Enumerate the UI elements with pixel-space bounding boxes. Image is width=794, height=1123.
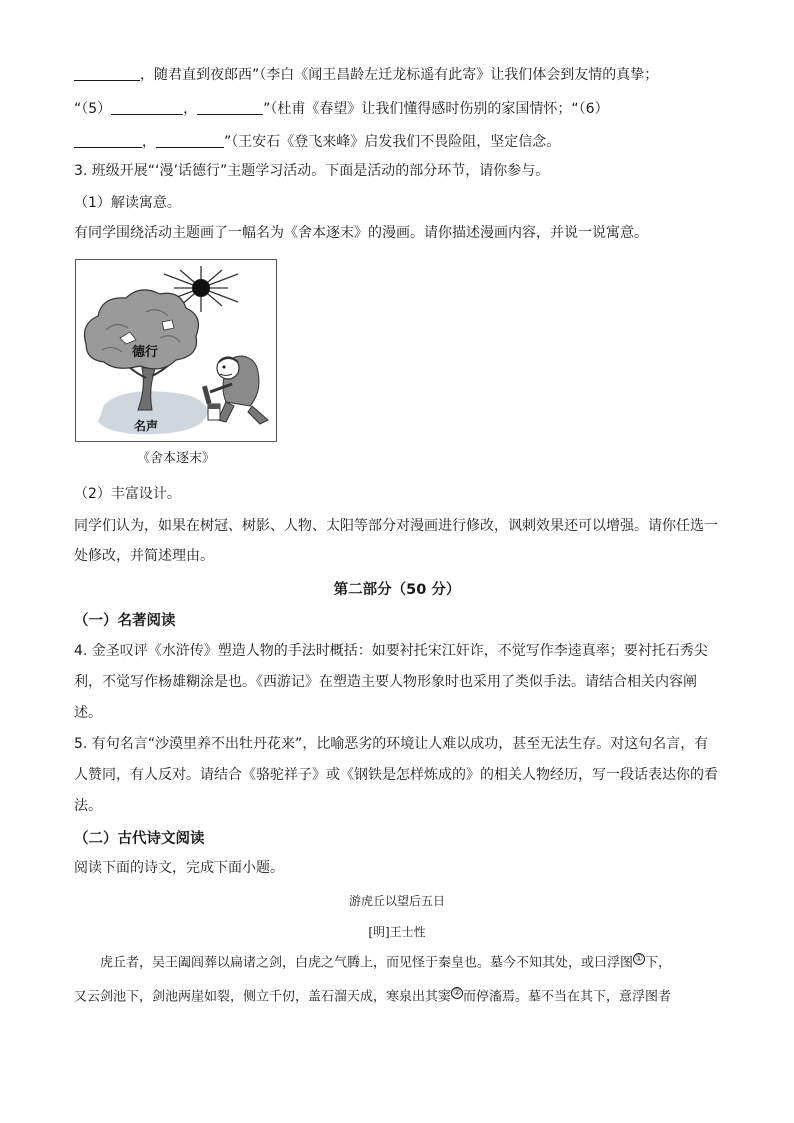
fill-in-line-1 xyxy=(74,64,658,85)
fill-in-text: ，随君直到夜郎西”（李白《闻王昌龄左迁龙标遥有此寄》让我们体会到友情的真挚； xyxy=(140,67,659,83)
reading-instruction: 阅读下面的诗文，完成下面小题。 xyxy=(74,860,284,876)
person-figure xyxy=(202,356,268,424)
poem-author: [明]王士性 xyxy=(368,925,426,939)
shadow-label: 名声 xyxy=(134,419,159,433)
q4-line-1: 4. 金圣叹评《水浒传》塑造人物的手法时概括：如要衬托宋江奸诈，不觉写作李逵真率；要衬托石秀尖 xyxy=(74,643,708,659)
q3-sub2-text-1: 同学们认为，如果在树冠、树影、人物、太阳等部分对漫画进行修改，讽刺效果还可以增强。请你任选一 xyxy=(74,518,718,534)
text-segment: 而停滀焉。墓不当在其下，意浮图者 xyxy=(463,989,672,1005)
q5-line-2: 人赞同，有人反对。请结合《骆驼祥子》或《钢铁是怎样炼成的》的相关人物经历，写一段话表达你的看 xyxy=(74,767,718,783)
classical-text-line-1 xyxy=(100,953,671,973)
fill-in-text: ”（杜甫《春望》让我们懂得感时伤别的家国情怀；“（6） xyxy=(263,101,609,117)
figure-caption: 《舍本逐末》 xyxy=(136,451,215,466)
cartoon-figure xyxy=(75,259,277,442)
answer-blank[interactable] xyxy=(156,131,224,148)
item-number: “（5） xyxy=(74,101,112,117)
fill-in-line-2 xyxy=(74,98,609,119)
q5-line-1: 5. 有句名言“沙漠里养不出牡丹花来”，比喻恶劣的环境让人难以成功，甚至无法生存。对这句名言，有 xyxy=(74,736,709,752)
q5-line-3: 法。 xyxy=(74,798,102,814)
text-segment: 下， xyxy=(645,955,672,971)
section-1-heading: （一）名著阅读 xyxy=(74,613,176,629)
part2-title: 第二部分（50 分） xyxy=(333,582,461,598)
answer-blank[interactable] xyxy=(74,131,142,148)
comma: ， xyxy=(142,134,156,150)
answer-blank[interactable] xyxy=(111,98,183,115)
fill-in-text: ”（王安石《登飞来峰》启发我们不畏险阻，坚定信念。 xyxy=(224,134,561,150)
poem-title: 游虎丘以望后五日 xyxy=(348,894,445,908)
fill-in-line-3 xyxy=(74,131,560,152)
q4-line-3: 述。 xyxy=(74,705,102,721)
sun-icon xyxy=(192,279,210,297)
comma: ， xyxy=(183,101,198,117)
answer-blank[interactable] xyxy=(197,98,263,115)
q4-line-2: 利，不觉写作杨雄糊涂是也。《西游记》在塑造主要人物形象时也采用了类似手法。请结合相关内容阐 xyxy=(74,674,697,690)
cartoon-illustration xyxy=(76,260,276,441)
q3-sub2-title: （2）丰富设计。 xyxy=(74,486,181,502)
q3-sub2-text-2: 处修改，并简述理由。 xyxy=(74,548,214,564)
answer-blank[interactable] xyxy=(74,64,140,81)
q3-intro: 3. 班级开展“‘漫’话德行”主题学习活动。下面是活动的部分环节，请你参与。 xyxy=(74,163,550,179)
text-segment: 又云剑池下，剑池两崖如裂，侧立千仞，盖石溜天成，寒泉出其窦 xyxy=(74,989,452,1005)
footnote-marker-2[interactable]: ② xyxy=(452,988,462,998)
footnote-marker-1[interactable]: ① xyxy=(634,954,644,964)
q3-sub1-title: （1）解读寓意。 xyxy=(74,195,181,211)
text-segment: 虎丘者，吴王阖闾葬以扁诸之剑，白虎之气腾上，而见怪于秦皇也。墓今不知其处，或曰浮图 xyxy=(100,955,634,971)
q3-sub1-text: 有同学围绕活动主题画了一幅名为《舍本逐末》的漫画。请你描述漫画内容，并说一说寓意。 xyxy=(74,225,648,241)
tree-label: 德行 xyxy=(132,344,159,359)
section-2-heading: （二）古代诗文阅读 xyxy=(74,831,205,847)
classical-text-line-2 xyxy=(74,987,671,1007)
